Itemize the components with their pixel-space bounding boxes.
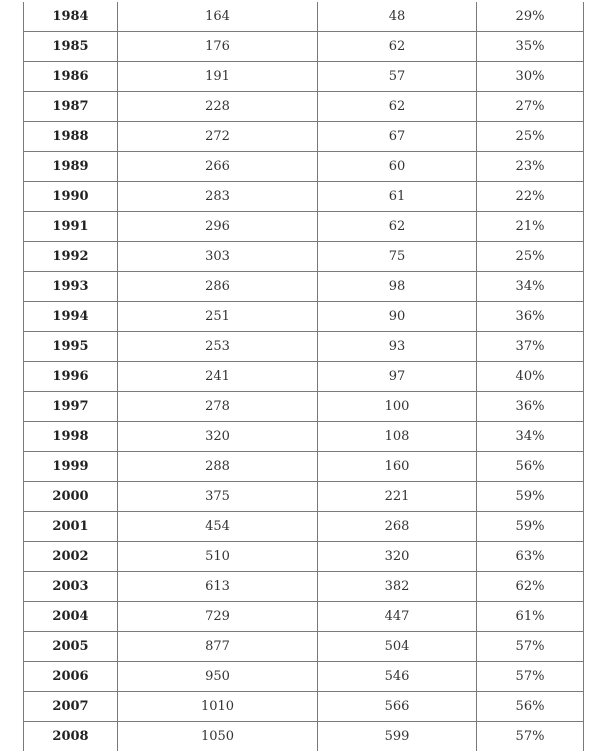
percent-cell: 34% <box>477 272 584 302</box>
percent-cell: 40% <box>477 362 584 392</box>
table-row <box>24 182 584 212</box>
year-cell: 2005 <box>24 632 118 662</box>
year-cell: 2001 <box>24 512 118 542</box>
percent-cell: 35% <box>477 32 584 62</box>
count-cell: 67 <box>318 122 477 152</box>
year-cell: 1991 <box>24 212 118 242</box>
year-cell: 2004 <box>24 602 118 632</box>
percent-cell: 57% <box>477 722 584 751</box>
percent-cell: 59% <box>477 482 584 512</box>
table-row <box>24 92 584 122</box>
count-cell: 504 <box>318 632 477 662</box>
table-row <box>24 32 584 62</box>
year-cell: 1986 <box>24 62 118 92</box>
count-cell: 57 <box>318 62 477 92</box>
table-row <box>24 122 584 152</box>
percent-cell: 56% <box>477 692 584 722</box>
table-body <box>24 2 584 751</box>
count-cell: 60 <box>318 152 477 182</box>
count-cell: 61 <box>318 182 477 212</box>
count-cell: 268 <box>318 512 477 542</box>
table-row <box>24 212 584 242</box>
year-cell: 1993 <box>24 272 118 302</box>
table-row <box>24 302 584 332</box>
table-row <box>24 602 584 632</box>
year-cell: 1998 <box>24 422 118 452</box>
table-row <box>24 392 584 422</box>
count-cell: 108 <box>318 422 477 452</box>
total-cell: 266 <box>118 152 318 182</box>
count-cell: 566 <box>318 692 477 722</box>
count-cell: 100 <box>318 392 477 422</box>
table-row <box>24 632 584 662</box>
total-cell: 251 <box>118 302 318 332</box>
year-cell: 1994 <box>24 302 118 332</box>
year-cell: 2002 <box>24 542 118 572</box>
count-cell: 447 <box>318 602 477 632</box>
count-cell: 93 <box>318 332 477 362</box>
year-cell: 2000 <box>24 482 118 512</box>
count-cell: 599 <box>318 722 477 751</box>
table-row <box>24 692 584 722</box>
percent-cell: 37% <box>477 332 584 362</box>
table-row <box>24 152 584 182</box>
count-cell: 221 <box>318 482 477 512</box>
year-cell: 2006 <box>24 662 118 692</box>
year-cell: 1997 <box>24 392 118 422</box>
percent-cell: 36% <box>477 392 584 422</box>
percent-cell: 57% <box>477 662 584 692</box>
percent-cell: 21% <box>477 212 584 242</box>
total-cell: 176 <box>118 32 318 62</box>
year-cell: 1984 <box>24 2 118 32</box>
count-cell: 382 <box>318 572 477 602</box>
count-cell: 90 <box>318 302 477 332</box>
total-cell: 303 <box>118 242 318 272</box>
total-cell: 729 <box>118 602 318 632</box>
year-cell: 1995 <box>24 332 118 362</box>
total-cell: 241 <box>118 362 318 392</box>
count-cell: 62 <box>318 92 477 122</box>
count-cell: 546 <box>318 662 477 692</box>
total-cell: 191 <box>118 62 318 92</box>
count-cell: 75 <box>318 242 477 272</box>
total-cell: 1010 <box>118 692 318 722</box>
total-cell: 375 <box>118 482 318 512</box>
year-cell: 2008 <box>24 722 118 751</box>
percent-cell: 61% <box>477 602 584 632</box>
total-cell: 950 <box>118 662 318 692</box>
year-cell: 2007 <box>24 692 118 722</box>
total-cell: 272 <box>118 122 318 152</box>
year-cell: 1989 <box>24 152 118 182</box>
year-cell: 1992 <box>24 242 118 272</box>
count-cell: 97 <box>318 362 477 392</box>
percent-cell: 59% <box>477 512 584 542</box>
total-cell: 613 <box>118 572 318 602</box>
table-row <box>24 482 584 512</box>
count-cell: 98 <box>318 272 477 302</box>
table-row <box>24 422 584 452</box>
table-row <box>24 662 584 692</box>
count-cell: 48 <box>318 2 477 32</box>
table-row <box>24 272 584 302</box>
year-cell: 1988 <box>24 122 118 152</box>
percent-cell: 29% <box>477 2 584 32</box>
total-cell: 320 <box>118 422 318 452</box>
percent-cell: 22% <box>477 182 584 212</box>
percent-cell: 25% <box>477 242 584 272</box>
total-cell: 228 <box>118 92 318 122</box>
table-row <box>24 332 584 362</box>
percent-cell: 27% <box>477 92 584 122</box>
table-row <box>24 62 584 92</box>
percent-cell: 23% <box>477 152 584 182</box>
percent-cell: 62% <box>477 572 584 602</box>
percent-cell: 25% <box>477 122 584 152</box>
table-row <box>24 362 584 392</box>
year-cell: 2003 <box>24 572 118 602</box>
total-cell: 510 <box>118 542 318 572</box>
total-cell: 283 <box>118 182 318 212</box>
percent-cell: 30% <box>477 62 584 92</box>
total-cell: 286 <box>118 272 318 302</box>
table-row <box>24 452 584 482</box>
count-cell: 160 <box>318 452 477 482</box>
count-cell: 62 <box>318 212 477 242</box>
percent-cell: 57% <box>477 632 584 662</box>
year-cell: 1987 <box>24 92 118 122</box>
count-cell: 320 <box>318 542 477 572</box>
table-row <box>24 242 584 272</box>
data-table-container <box>23 2 583 751</box>
year-cell: 1985 <box>24 32 118 62</box>
percent-cell: 56% <box>477 452 584 482</box>
table-row <box>24 2 584 32</box>
total-cell: 1050 <box>118 722 318 751</box>
table-row <box>24 512 584 542</box>
table-row <box>24 722 584 751</box>
year-cell: 1999 <box>24 452 118 482</box>
table-row <box>24 542 584 572</box>
count-cell: 62 <box>318 32 477 62</box>
total-cell: 164 <box>118 2 318 32</box>
total-cell: 877 <box>118 632 318 662</box>
total-cell: 288 <box>118 452 318 482</box>
percent-cell: 36% <box>477 302 584 332</box>
year-cell: 1990 <box>24 182 118 212</box>
year-cell: 1996 <box>24 362 118 392</box>
total-cell: 253 <box>118 332 318 362</box>
table-row <box>24 572 584 602</box>
percent-cell: 34% <box>477 422 584 452</box>
total-cell: 454 <box>118 512 318 542</box>
total-cell: 278 <box>118 392 318 422</box>
percent-cell: 63% <box>477 542 584 572</box>
total-cell: 296 <box>118 212 318 242</box>
data-table <box>23 2 584 751</box>
